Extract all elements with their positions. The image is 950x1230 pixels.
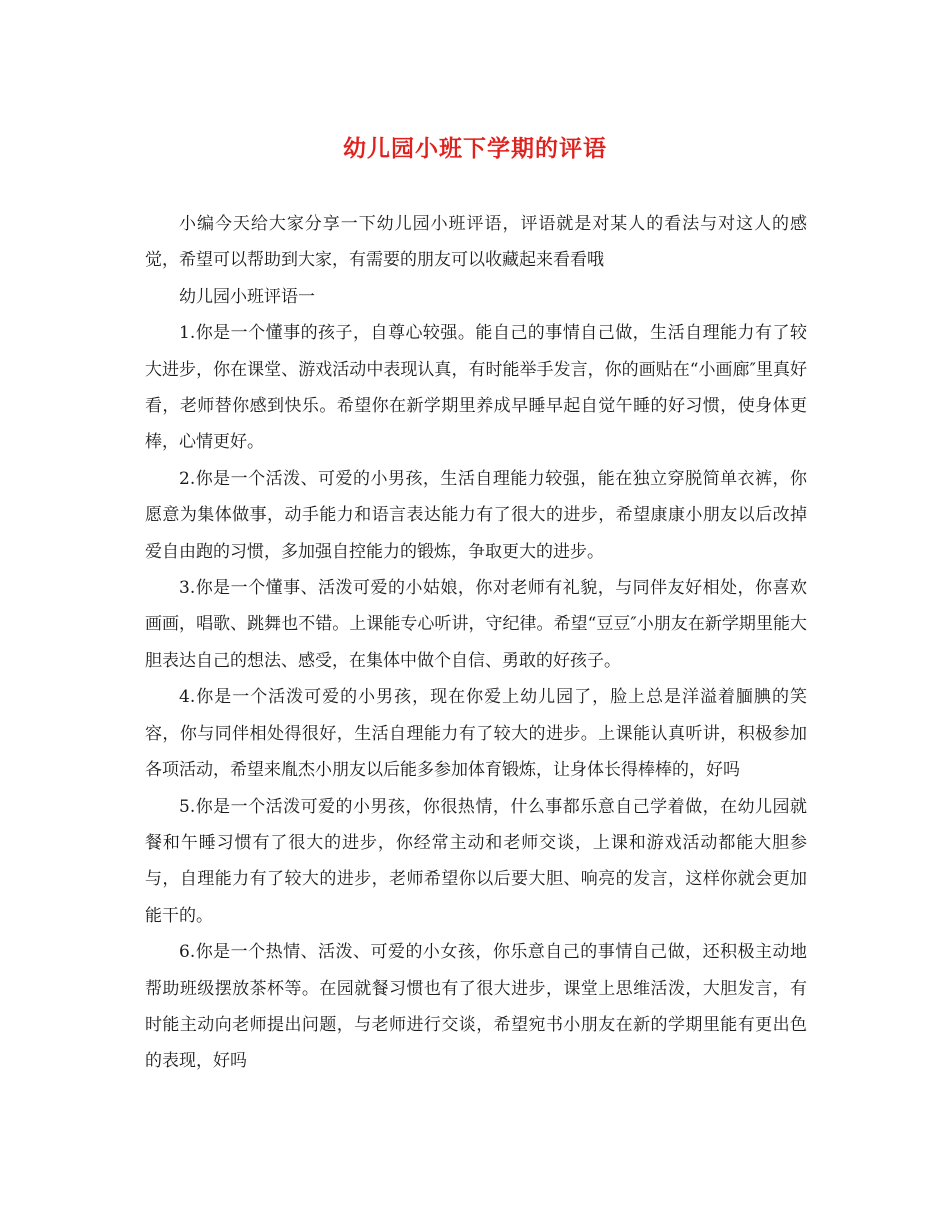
comment-paragraph-1: 1.你是一个懂事的孩子，自尊心较强。能自己的事情自己做，生活自理能力有了较大进步，你在课堂、游戏活动中表现认真，有时能举手发言，你的画贴在“小画廊″里真好看，老师替你感到快乐。希望你在新学期里养成早睡早起自觉午睡的好习惯，使身体更棒，心情更好。	[145, 323, 807, 453]
comment-paragraph-3: 3.你是一个懂事、活泼可爱的小姑娘，你对老师有礼貌，与同伴友好相处，你喜欢画画，唱歌、跳舞也不错。上课能专心听讲，守纪律。希望“豆豆″小朋友在新学期里能大胆表达自己的想法、感受，在集体中做个自信、勇敢的好孩子。	[145, 578, 807, 671]
comment-paragraph-6: 6.你是一个热情、活泼、可爱的小女孩，你乐意自己的事情自己做，还积极主动地帮助班级摆放茶杯等。在园就餐习惯也有了很大进步，课堂上思维活泼，大胆发言，有时能主动向老师提出问题，与老师进行交谈，希望宛书小朋友在新的学期里能有更出色的表现，好吗	[145, 942, 807, 1072]
comment-paragraph-4: 4.你是一个活泼可爱的小男孩，现在你爱上幼儿园了，脸上总是洋溢着腼腆的笑容，你与同伴相处得很好，生活自理能力有了较大的进步。上课能认真听讲，积极参加各项活动，希望来胤杰小朋友以后能多参加体育锻炼，让身体长得棒棒的，好吗	[145, 687, 807, 781]
page-title: 幼儿园小班下学期的评语	[343, 135, 607, 162]
section-heading: 幼儿园小班评语一	[179, 286, 315, 307]
comment-paragraph-5: 5.你是一个活泼可爱的小男孩，你很热情，什么事都乐意自己学着做，在幼儿园就餐和午睡习惯有了很大的进步，你经常主动和老师交谈，上课和游戏活动都能大胆参与，自理能力有了较大的进步，老师希望你以后要大胆、响亮的发言，这样你就会更加能干的。	[145, 796, 807, 926]
comment-paragraph-2: 2.你是一个活泼、可爱的小男孩，生活自理能力较强，能在独立穿脱简单衣裤，你愿意为集体做事，动手能力和语言表达能力有了很大的进步，希望康康小朋友以后改掉爱自由跑的习惯，多加强自控能力的锻炼，争取更大的进步。	[145, 468, 807, 562]
document-body	[145, 206, 807, 1080]
intro-paragraph: 小编今天给大家分享一下幼儿园小班评语，评语就是对某人的看法与对这人的感觉，希望可以帮助到大家，有需要的朋友可以收藏起来看看哦	[145, 214, 807, 271]
